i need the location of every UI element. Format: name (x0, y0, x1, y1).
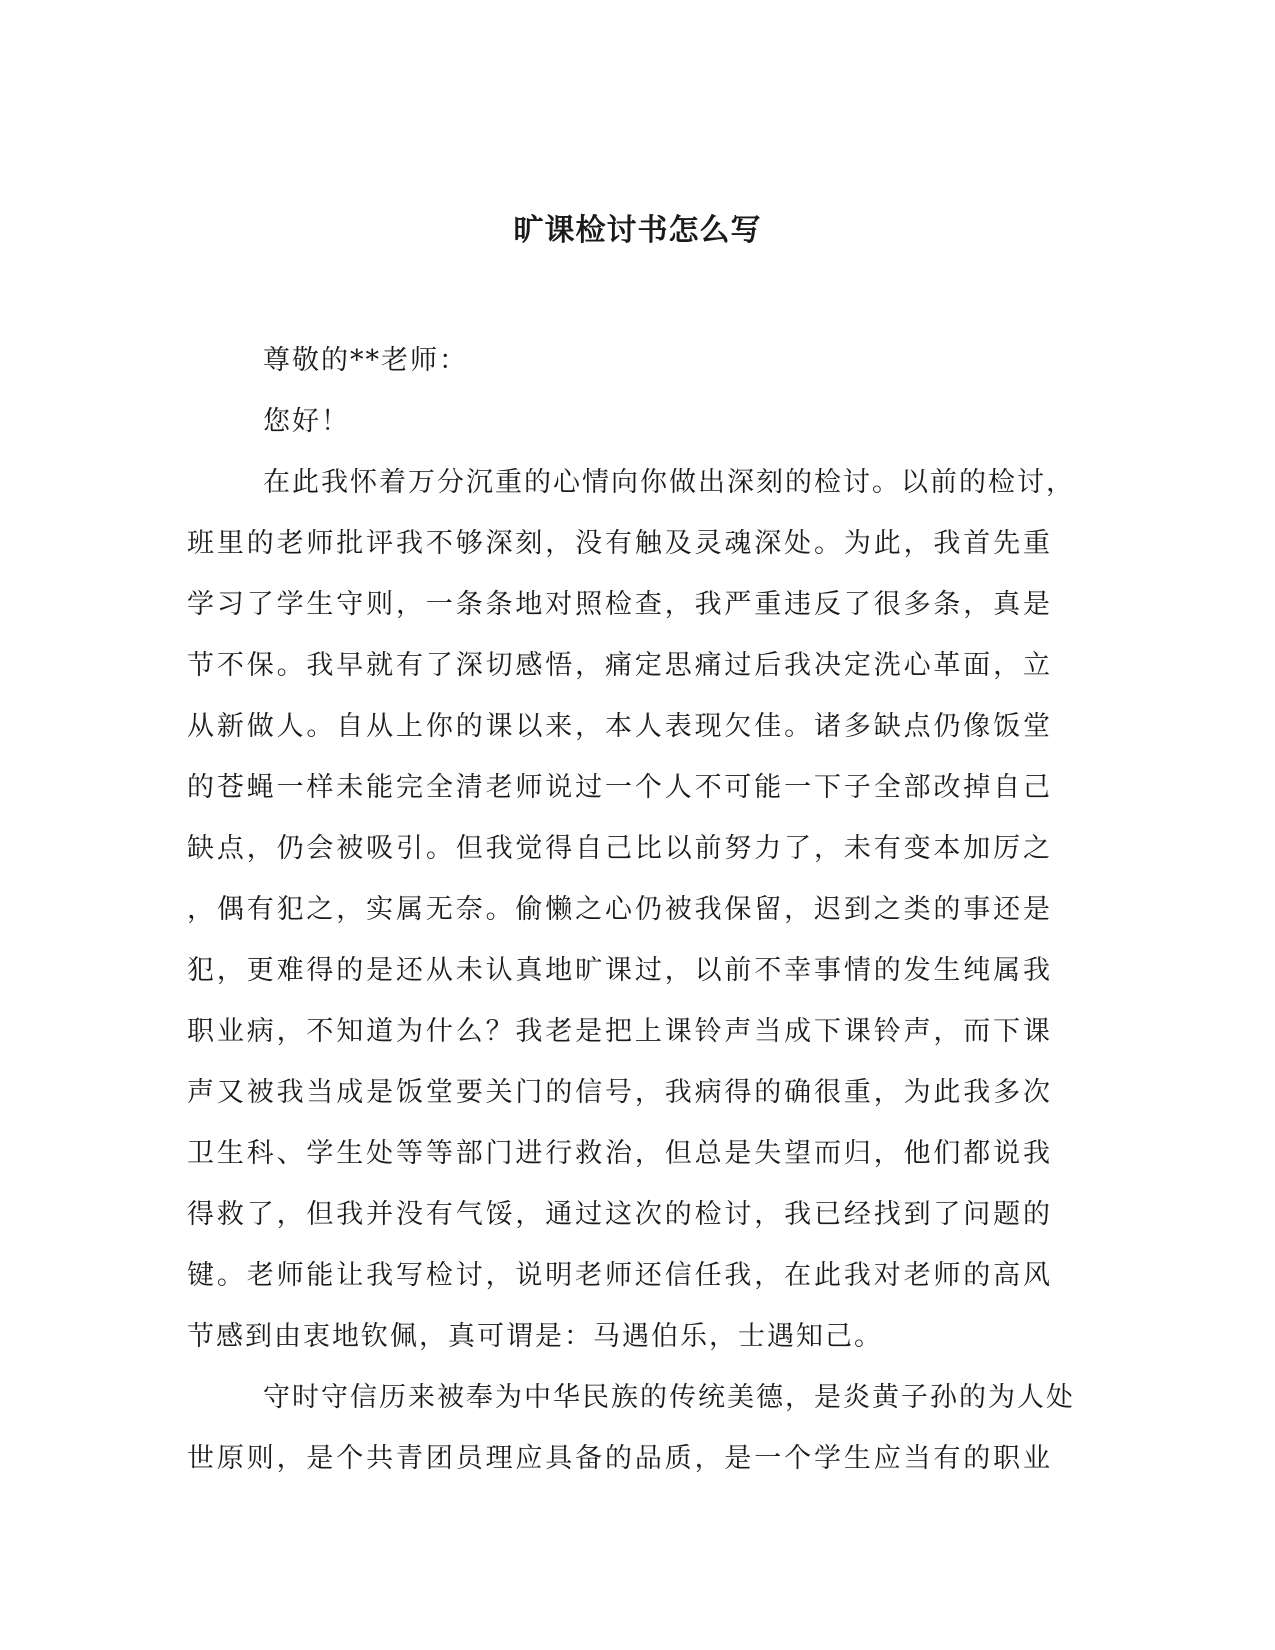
paragraph-line: 职业病，不知道为什么？我老是把上课铃声当成下课铃声，而下课 (187, 1016, 1052, 1047)
document-title: 旷课检讨书怎么写 (513, 213, 762, 248)
paragraph-1 (187, 452, 1075, 1367)
paragraph-line: ，偶有犯之，实属无奈。偷懒之心仍被我保留，迟到之类的事还是 (187, 894, 1052, 925)
greeting: 您好！ (263, 406, 350, 437)
paragraph-line: 守时守信历来被奉为中华民族的传统美德，是炎黄子孙的为人处 (263, 1382, 1075, 1413)
paragraph-line: 得救了，但我并没有气馁，通过这次的检讨，我已经找到了问题的 (187, 1199, 1052, 1230)
paragraph-line: 声又被我当成是饭堂要关门的信号，我病得的确很重，为此我多次 (187, 1077, 1052, 1108)
salutation: 尊敬的**老师： (263, 345, 468, 376)
paragraph-line: 缺点，仍会被吸引。但我觉得自己比以前努力了，未有变本加厉之 (187, 833, 1052, 864)
paragraph-line: 键。老师能让我写检讨，说明老师还信任我，在此我对老师的高风 (187, 1260, 1052, 1291)
paragraph-line: 学习了学生守则，一条条地对照检查，我严重违反了很多条，真是 (187, 589, 1052, 620)
paragraph-line: 节不保。我早就有了深切感悟，痛定思痛过后我决定洗心革面，立 (187, 650, 1052, 681)
paragraph-line: 卫生科、学生处等等部门进行救治，但总是失望而归，他们都说我 (187, 1138, 1052, 1169)
document-body (187, 330, 1075, 1489)
paragraph-line: 在此我怀着万分沉重的心情向你做出深刻的检讨。以前的检讨， (263, 467, 1075, 498)
paragraph-line: 犯，更难得的是还从未认真地旷课过，以前不幸事情的发生纯属我 (187, 955, 1052, 986)
paragraph-line: 班里的老师批评我不够深刻，没有触及灵魂深处。为此，我首先重 (187, 528, 1052, 559)
paragraph-line: 世原则，是个共青团员理应具备的品质，是一个学生应当有的职业 (187, 1443, 1052, 1474)
paragraph-line: 的苍蝇一样未能完全清老师说过一个人不可能一下子全部改掉自己 (187, 772, 1052, 803)
paragraph-line: 节感到由衷地钦佩，真可谓是：马遇伯乐，士遇知己。 (187, 1321, 883, 1352)
paragraph-line: 从新做人。自从上你的课以来，本人表现欠佳。诸多缺点仍像饭堂 (187, 711, 1052, 742)
paragraph-2 (187, 1367, 1075, 1489)
